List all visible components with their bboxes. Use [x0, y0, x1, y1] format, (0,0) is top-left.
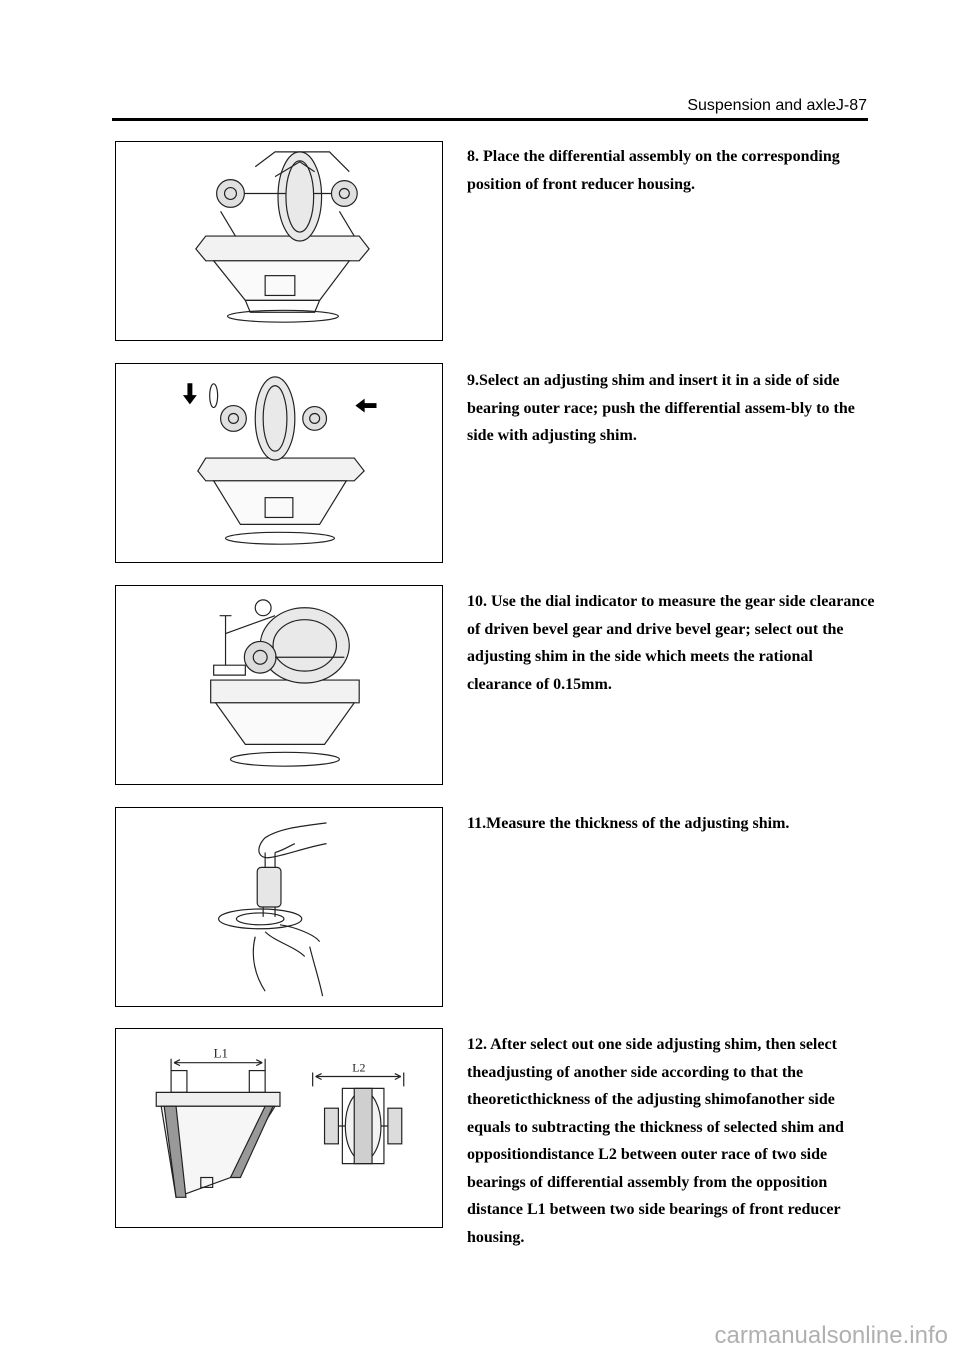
figure-dial-indicator — [115, 585, 443, 785]
shim-thickness-illustration — [116, 808, 442, 1006]
step-9-text: 9.Select an adjusting shim and insert it in a side of side bearing outer race; push the differential assem-bly to the side with adjusting shim. — [467, 372, 855, 444]
step-10-text: 10. Use the dial indicator to measure the gear side clearance of driven bevel gear and drive bevel gear; select out the adjusting shim in the side which meets the rational clearance of 0.15mm. — [467, 593, 875, 693]
step-12-text: 12. After select out one side adjusting shim, then select theadjusting of another side according to that the theoreticthickness of the adjusting shimofanother side equals to subtracting the thickness of selected shim and oppositiondistance L2 between outer race of two side bearings of differential assembly from the opposition distance L1 between two side bearings of front reducer housing. — [467, 1036, 844, 1246]
dial-indicator-illustration — [116, 586, 442, 784]
step-11-text: 11.Measure the thickness of the adjusting shim. — [467, 815, 790, 832]
figure-l1-l2-distances — [115, 1028, 443, 1228]
header-rule — [112, 118, 868, 121]
left-arrow-icon — [356, 400, 376, 412]
figure-differential-placement — [115, 141, 443, 341]
site-watermark: carmanualsonline.info — [714, 1322, 948, 1349]
shim-insertion-illustration — [116, 364, 442, 562]
figure-shim-thickness — [115, 807, 443, 1007]
figure-shim-insertion — [115, 363, 443, 563]
step-8-text: 8. Place the differential assembly on the corresponding position of front reducer housing. — [467, 148, 840, 193]
down-arrow-icon — [184, 384, 196, 404]
l1-l2-cross-section-illustration — [116, 1029, 442, 1227]
differential-housing-illustration — [116, 142, 442, 340]
l2-label: L2 — [352, 1060, 366, 1075]
page-header: Suspension and axleJ-87 — [687, 97, 867, 114]
l1-label: L1 — [213, 1046, 228, 1061]
